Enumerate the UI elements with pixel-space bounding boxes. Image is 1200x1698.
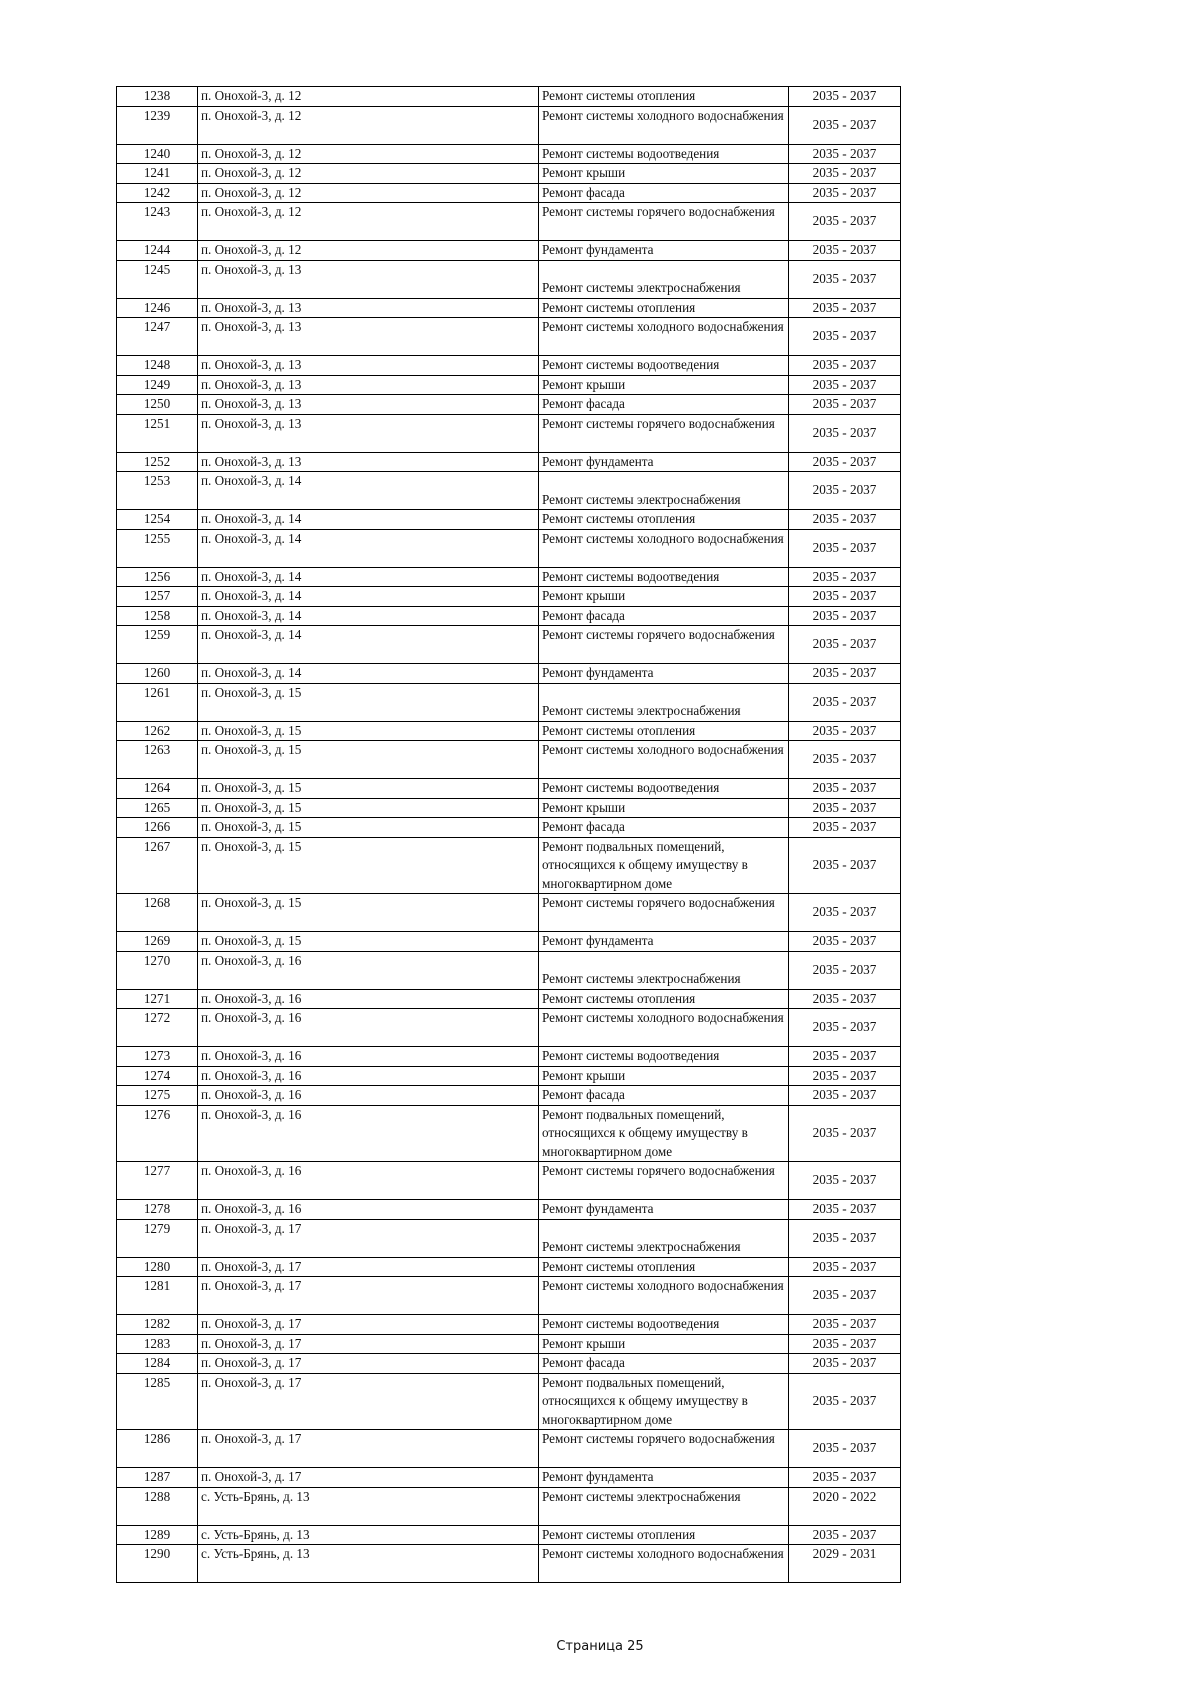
row-number: 1253 bbox=[117, 472, 198, 510]
row-period: 2035 - 2037 bbox=[789, 203, 901, 241]
row-address: п. Онохой-3, д. 15 bbox=[198, 818, 539, 838]
row-number: 1258 bbox=[117, 606, 198, 626]
row-address: п. Онохой-3, д. 14 bbox=[198, 510, 539, 530]
row-period: 2035 - 2037 bbox=[789, 510, 901, 530]
row-period: 2035 - 2037 bbox=[789, 164, 901, 184]
row-period: 2035 - 2037 bbox=[789, 1105, 901, 1162]
row-period: 2035 - 2037 bbox=[789, 1315, 901, 1335]
row-period: 2035 - 2037 bbox=[789, 529, 901, 567]
row-work-type: Ремонт системы отопления bbox=[539, 1525, 789, 1545]
table-row bbox=[117, 1315, 901, 1335]
row-work-type: Ремонт подвальных помещений, относящихся к общему имуществу в многоквартирном доме bbox=[539, 1373, 789, 1430]
row-work-type: Ремонт фундамента bbox=[539, 932, 789, 952]
row-period: 2035 - 2037 bbox=[789, 414, 901, 452]
row-address: п. Онохой-3, д. 14 bbox=[198, 606, 539, 626]
row-period: 2035 - 2037 bbox=[789, 260, 901, 298]
row-number: 1242 bbox=[117, 183, 198, 203]
row-address: п. Онохой-3, д. 13 bbox=[198, 318, 539, 356]
table-row bbox=[117, 395, 901, 415]
row-number: 1287 bbox=[117, 1468, 198, 1488]
row-period: 2035 - 2037 bbox=[789, 837, 901, 894]
table-row bbox=[117, 375, 901, 395]
table-row bbox=[117, 414, 901, 452]
row-address: п. Онохой-3, д. 16 bbox=[198, 1105, 539, 1162]
row-number: 1244 bbox=[117, 241, 198, 261]
row-period: 2035 - 2037 bbox=[789, 106, 901, 144]
table-row bbox=[117, 1487, 901, 1525]
row-address: с. Усть-Брянь, д. 13 bbox=[198, 1525, 539, 1545]
table-row bbox=[117, 260, 901, 298]
row-work-type: Ремонт системы холодного водоснабжения bbox=[539, 318, 789, 356]
row-work-type: Ремонт крыши bbox=[539, 587, 789, 607]
row-period: 2035 - 2037 bbox=[789, 1047, 901, 1067]
row-period: 2020 - 2022 bbox=[789, 1487, 901, 1525]
row-work-type: Ремонт системы холодного водоснабжения bbox=[539, 741, 789, 779]
row-period: 2029 - 2031 bbox=[789, 1545, 901, 1583]
row-number: 1286 bbox=[117, 1430, 198, 1468]
row-address: п. Онохой-3, д. 14 bbox=[198, 472, 539, 510]
row-address: п. Онохой-3, д. 16 bbox=[198, 1009, 539, 1047]
row-work-type: Ремонт системы отопления bbox=[539, 1257, 789, 1277]
row-number: 1275 bbox=[117, 1086, 198, 1106]
row-period: 2035 - 2037 bbox=[789, 144, 901, 164]
table-row bbox=[117, 1047, 901, 1067]
table-row bbox=[117, 1105, 901, 1162]
row-number: 1240 bbox=[117, 144, 198, 164]
table-row bbox=[117, 1219, 901, 1257]
row-work-type: Ремонт системы отопления bbox=[539, 298, 789, 318]
row-work-type: Ремонт системы холодного водоснабжения bbox=[539, 106, 789, 144]
row-period: 2035 - 2037 bbox=[789, 1525, 901, 1545]
table-row bbox=[117, 1545, 901, 1583]
row-address: с. Усть-Брянь, д. 13 bbox=[198, 1487, 539, 1525]
row-address: п. Онохой-3, д. 13 bbox=[198, 452, 539, 472]
row-number: 1283 bbox=[117, 1334, 198, 1354]
row-work-type: Ремонт системы горячего водоснабжения bbox=[539, 1162, 789, 1200]
table-row bbox=[117, 837, 901, 894]
row-work-type: Ремонт фасада bbox=[539, 606, 789, 626]
row-number: 1288 bbox=[117, 1487, 198, 1525]
row-number: 1239 bbox=[117, 106, 198, 144]
row-number: 1257 bbox=[117, 587, 198, 607]
row-work-type: Ремонт подвальных помещений, относящихся к общему имуществу в многоквартирном доме bbox=[539, 1105, 789, 1162]
table-row bbox=[117, 1468, 901, 1488]
table-row bbox=[117, 1525, 901, 1545]
row-number: 1245 bbox=[117, 260, 198, 298]
table-row bbox=[117, 183, 901, 203]
row-address: п. Онохой-3, д. 17 bbox=[198, 1430, 539, 1468]
row-work-type: Ремонт крыши bbox=[539, 798, 789, 818]
table-row bbox=[117, 241, 901, 261]
row-number: 1260 bbox=[117, 664, 198, 684]
row-number: 1241 bbox=[117, 164, 198, 184]
row-work-type: Ремонт системы горячего водоснабжения bbox=[539, 1430, 789, 1468]
row-number: 1278 bbox=[117, 1200, 198, 1220]
table-row bbox=[117, 741, 901, 779]
row-address: п. Онохой-3, д. 15 bbox=[198, 932, 539, 952]
table-row bbox=[117, 587, 901, 607]
table-row bbox=[117, 1430, 901, 1468]
row-address: п. Онохой-3, д. 17 bbox=[198, 1219, 539, 1257]
row-period: 2035 - 2037 bbox=[789, 818, 901, 838]
row-number: 1282 bbox=[117, 1315, 198, 1335]
row-period: 2035 - 2037 bbox=[789, 1257, 901, 1277]
row-number: 1277 bbox=[117, 1162, 198, 1200]
row-address: п. Онохой-3, д. 17 bbox=[198, 1257, 539, 1277]
table-row bbox=[117, 894, 901, 932]
table-row bbox=[117, 1373, 901, 1430]
row-address: п. Онохой-3, д. 12 bbox=[198, 241, 539, 261]
row-address: п. Онохой-3, д. 12 bbox=[198, 203, 539, 241]
row-address: п. Онохой-3, д. 12 bbox=[198, 87, 539, 107]
table-row bbox=[117, 606, 901, 626]
row-work-type: Ремонт системы холодного водоснабжения bbox=[539, 1545, 789, 1583]
row-number: 1290 bbox=[117, 1545, 198, 1583]
row-address: п. Онохой-3, д. 15 bbox=[198, 741, 539, 779]
table-row bbox=[117, 298, 901, 318]
row-number: 1238 bbox=[117, 87, 198, 107]
row-number: 1248 bbox=[117, 356, 198, 376]
row-number: 1265 bbox=[117, 798, 198, 818]
row-number: 1271 bbox=[117, 989, 198, 1009]
row-period: 2035 - 2037 bbox=[789, 989, 901, 1009]
row-address: п. Онохой-3, д. 14 bbox=[198, 529, 539, 567]
row-address: п. Онохой-3, д. 12 bbox=[198, 164, 539, 184]
row-period: 2035 - 2037 bbox=[789, 1354, 901, 1374]
table-row bbox=[117, 106, 901, 144]
row-address: п. Онохой-3, д. 12 bbox=[198, 106, 539, 144]
row-period: 2035 - 2037 bbox=[789, 798, 901, 818]
row-number: 1279 bbox=[117, 1219, 198, 1257]
table-row bbox=[117, 683, 901, 721]
row-period: 2035 - 2037 bbox=[789, 664, 901, 684]
row-address: п. Онохой-3, д. 13 bbox=[198, 395, 539, 415]
row-number: 1249 bbox=[117, 375, 198, 395]
row-period: 2035 - 2037 bbox=[789, 951, 901, 989]
row-number: 1276 bbox=[117, 1105, 198, 1162]
row-period: 2035 - 2037 bbox=[789, 1066, 901, 1086]
row-number: 1264 bbox=[117, 779, 198, 799]
row-address: п. Онохой-3, д. 17 bbox=[198, 1468, 539, 1488]
row-work-type: Ремонт системы водоотведения bbox=[539, 1047, 789, 1067]
row-period: 2035 - 2037 bbox=[789, 1468, 901, 1488]
row-number: 1254 bbox=[117, 510, 198, 530]
row-work-type: Ремонт системы электроснабжения bbox=[539, 683, 789, 721]
row-address: п. Онохой-3, д. 17 bbox=[198, 1315, 539, 1335]
row-address: п. Онохой-3, д. 13 bbox=[198, 414, 539, 452]
row-number: 1289 bbox=[117, 1525, 198, 1545]
row-work-type: Ремонт фасада bbox=[539, 395, 789, 415]
row-work-type: Ремонт системы водоотведения bbox=[539, 356, 789, 376]
table-row bbox=[117, 452, 901, 472]
row-address: п. Онохой-3, д. 13 bbox=[198, 356, 539, 376]
row-address: п. Онохой-3, д. 15 bbox=[198, 683, 539, 721]
row-work-type: Ремонт подвальных помещений, относящихся к общему имуществу в многоквартирном доме bbox=[539, 837, 789, 894]
row-work-type: Ремонт системы горячего водоснабжения bbox=[539, 203, 789, 241]
row-number: 1268 bbox=[117, 894, 198, 932]
row-work-type: Ремонт фундамента bbox=[539, 1468, 789, 1488]
row-work-type: Ремонт фундамента bbox=[539, 452, 789, 472]
row-address: п. Онохой-3, д. 14 bbox=[198, 587, 539, 607]
row-work-type: Ремонт системы холодного водоснабжения bbox=[539, 1277, 789, 1315]
row-number: 1263 bbox=[117, 741, 198, 779]
row-address: п. Онохой-3, д. 15 bbox=[198, 837, 539, 894]
row-address: п. Онохой-3, д. 16 bbox=[198, 1047, 539, 1067]
row-period: 2035 - 2037 bbox=[789, 683, 901, 721]
row-period: 2035 - 2037 bbox=[789, 356, 901, 376]
table-row bbox=[117, 1086, 901, 1106]
row-work-type: Ремонт системы горячего водоснабжения bbox=[539, 626, 789, 664]
row-period: 2035 - 2037 bbox=[789, 1086, 901, 1106]
row-number: 1285 bbox=[117, 1373, 198, 1430]
row-address: п. Онохой-3, д. 16 bbox=[198, 951, 539, 989]
row-work-type: Ремонт системы электроснабжения bbox=[539, 1487, 789, 1525]
row-period: 2035 - 2037 bbox=[789, 472, 901, 510]
row-work-type: Ремонт системы холодного водоснабжения bbox=[539, 1009, 789, 1047]
row-number: 1243 bbox=[117, 203, 198, 241]
row-address: п. Онохой-3, д. 13 bbox=[198, 260, 539, 298]
row-work-type: Ремонт системы электроснабжения bbox=[539, 472, 789, 510]
row-work-type: Ремонт системы водоотведения bbox=[539, 779, 789, 799]
row-work-type: Ремонт системы электроснабжения bbox=[539, 1219, 789, 1257]
row-period: 2035 - 2037 bbox=[789, 452, 901, 472]
row-number: 1250 bbox=[117, 395, 198, 415]
row-work-type: Ремонт фундамента bbox=[539, 664, 789, 684]
table-row bbox=[117, 1354, 901, 1374]
table-row bbox=[117, 567, 901, 587]
table-row bbox=[117, 1009, 901, 1047]
table-row bbox=[117, 779, 901, 799]
table-row bbox=[117, 1257, 901, 1277]
row-work-type: Ремонт системы водоотведения bbox=[539, 144, 789, 164]
page-number: Страница 25 bbox=[556, 1639, 644, 1654]
table-row bbox=[117, 203, 901, 241]
row-work-type: Ремонт системы электроснабжения bbox=[539, 260, 789, 298]
row-address: п. Онохой-3, д. 12 bbox=[198, 144, 539, 164]
table-row bbox=[117, 721, 901, 741]
table-row bbox=[117, 472, 901, 510]
table-row bbox=[117, 989, 901, 1009]
row-work-type: Ремонт крыши bbox=[539, 1066, 789, 1086]
row-period: 2035 - 2037 bbox=[789, 1219, 901, 1257]
row-address: п. Онохой-3, д. 13 bbox=[198, 298, 539, 318]
table-row bbox=[117, 529, 901, 567]
row-work-type: Ремонт крыши bbox=[539, 1334, 789, 1354]
row-work-type: Ремонт системы отопления bbox=[539, 510, 789, 530]
row-address: п. Онохой-3, д. 16 bbox=[198, 1086, 539, 1106]
row-period: 2035 - 2037 bbox=[789, 626, 901, 664]
row-address: п. Онохой-3, д. 16 bbox=[198, 1200, 539, 1220]
row-address: п. Онохой-3, д. 16 bbox=[198, 1162, 539, 1200]
row-address: п. Онохой-3, д. 15 bbox=[198, 779, 539, 799]
row-work-type: Ремонт системы горячего водоснабжения bbox=[539, 894, 789, 932]
row-number: 1274 bbox=[117, 1066, 198, 1086]
row-address: п. Онохой-3, д. 17 bbox=[198, 1334, 539, 1354]
table-row bbox=[117, 951, 901, 989]
row-period: 2035 - 2037 bbox=[789, 932, 901, 952]
table-row bbox=[117, 164, 901, 184]
row-period: 2035 - 2037 bbox=[789, 1334, 901, 1354]
row-number: 1272 bbox=[117, 1009, 198, 1047]
row-period: 2035 - 2037 bbox=[789, 395, 901, 415]
row-number: 1251 bbox=[117, 414, 198, 452]
table-row bbox=[117, 818, 901, 838]
row-period: 2035 - 2037 bbox=[789, 1373, 901, 1430]
row-address: п. Онохой-3, д. 17 bbox=[198, 1354, 539, 1374]
table-row bbox=[117, 144, 901, 164]
row-period: 2035 - 2037 bbox=[789, 318, 901, 356]
row-work-type: Ремонт фундамента bbox=[539, 241, 789, 261]
row-number: 1247 bbox=[117, 318, 198, 356]
row-period: 2035 - 2037 bbox=[789, 375, 901, 395]
repair-schedule-table bbox=[116, 86, 901, 1583]
row-work-type: Ремонт фасада bbox=[539, 183, 789, 203]
table-row bbox=[117, 87, 901, 107]
row-number: 1280 bbox=[117, 1257, 198, 1277]
row-number: 1262 bbox=[117, 721, 198, 741]
row-work-type: Ремонт системы электроснабжения bbox=[539, 951, 789, 989]
row-work-type: Ремонт крыши bbox=[539, 375, 789, 395]
row-number: 1267 bbox=[117, 837, 198, 894]
row-work-type: Ремонт фасада bbox=[539, 818, 789, 838]
row-period: 2035 - 2037 bbox=[789, 87, 901, 107]
row-period: 2035 - 2037 bbox=[789, 741, 901, 779]
row-number: 1246 bbox=[117, 298, 198, 318]
row-number: 1266 bbox=[117, 818, 198, 838]
row-period: 2035 - 2037 bbox=[789, 779, 901, 799]
row-address: п. Онохой-3, д. 15 bbox=[198, 721, 539, 741]
row-number: 1259 bbox=[117, 626, 198, 664]
table-row bbox=[117, 1277, 901, 1315]
row-address: п. Онохой-3, д. 12 bbox=[198, 183, 539, 203]
table-row bbox=[117, 510, 901, 530]
row-number: 1269 bbox=[117, 932, 198, 952]
row-number: 1255 bbox=[117, 529, 198, 567]
row-period: 2035 - 2037 bbox=[789, 1430, 901, 1468]
row-period: 2035 - 2037 bbox=[789, 894, 901, 932]
row-work-type: Ремонт системы горячего водоснабжения bbox=[539, 414, 789, 452]
table-row bbox=[117, 664, 901, 684]
row-number: 1256 bbox=[117, 567, 198, 587]
row-number: 1270 bbox=[117, 951, 198, 989]
row-period: 2035 - 2037 bbox=[789, 241, 901, 261]
row-address: с. Усть-Брянь, д. 13 bbox=[198, 1545, 539, 1583]
table-row bbox=[117, 626, 901, 664]
row-address: п. Онохой-3, д. 15 bbox=[198, 798, 539, 818]
row-work-type: Ремонт фасада bbox=[539, 1354, 789, 1374]
table-row bbox=[117, 318, 901, 356]
row-address: п. Онохой-3, д. 16 bbox=[198, 1066, 539, 1086]
row-period: 2035 - 2037 bbox=[789, 183, 901, 203]
row-period: 2035 - 2037 bbox=[789, 721, 901, 741]
table-row bbox=[117, 356, 901, 376]
row-work-type: Ремонт системы водоотведения bbox=[539, 1315, 789, 1335]
row-period: 2035 - 2037 bbox=[789, 587, 901, 607]
row-number: 1261 bbox=[117, 683, 198, 721]
table-row bbox=[117, 1200, 901, 1220]
row-address: п. Онохой-3, д. 14 bbox=[198, 626, 539, 664]
row-address: п. Онохой-3, д. 17 bbox=[198, 1373, 539, 1430]
row-work-type: Ремонт системы холодного водоснабжения bbox=[539, 529, 789, 567]
row-address: п. Онохой-3, д. 17 bbox=[198, 1277, 539, 1315]
row-address: п. Онохой-3, д. 15 bbox=[198, 894, 539, 932]
row-number: 1252 bbox=[117, 452, 198, 472]
row-period: 2035 - 2037 bbox=[789, 567, 901, 587]
row-address: п. Онохой-3, д. 16 bbox=[198, 989, 539, 1009]
row-number: 1284 bbox=[117, 1354, 198, 1374]
table-row bbox=[117, 1334, 901, 1354]
row-address: п. Онохой-3, д. 14 bbox=[198, 664, 539, 684]
row-work-type: Ремонт системы отопления bbox=[539, 721, 789, 741]
row-work-type: Ремонт системы отопления bbox=[539, 87, 789, 107]
row-number: 1281 bbox=[117, 1277, 198, 1315]
table-row bbox=[117, 1162, 901, 1200]
row-address: п. Онохой-3, д. 13 bbox=[198, 375, 539, 395]
row-period: 2035 - 2037 bbox=[789, 1277, 901, 1315]
table-row bbox=[117, 798, 901, 818]
row-period: 2035 - 2037 bbox=[789, 298, 901, 318]
row-period: 2035 - 2037 bbox=[789, 1162, 901, 1200]
row-address: п. Онохой-3, д. 14 bbox=[198, 567, 539, 587]
row-work-type: Ремонт фундамента bbox=[539, 1200, 789, 1220]
row-number: 1273 bbox=[117, 1047, 198, 1067]
row-period: 2035 - 2037 bbox=[789, 1200, 901, 1220]
row-period: 2035 - 2037 bbox=[789, 1009, 901, 1047]
table-row bbox=[117, 932, 901, 952]
row-work-type: Ремонт крыши bbox=[539, 164, 789, 184]
row-work-type: Ремонт системы водоотведения bbox=[539, 567, 789, 587]
row-work-type: Ремонт фасада bbox=[539, 1086, 789, 1106]
table-body bbox=[117, 87, 901, 1583]
row-work-type: Ремонт системы отопления bbox=[539, 989, 789, 1009]
row-period: 2035 - 2037 bbox=[789, 606, 901, 626]
table-row bbox=[117, 1066, 901, 1086]
